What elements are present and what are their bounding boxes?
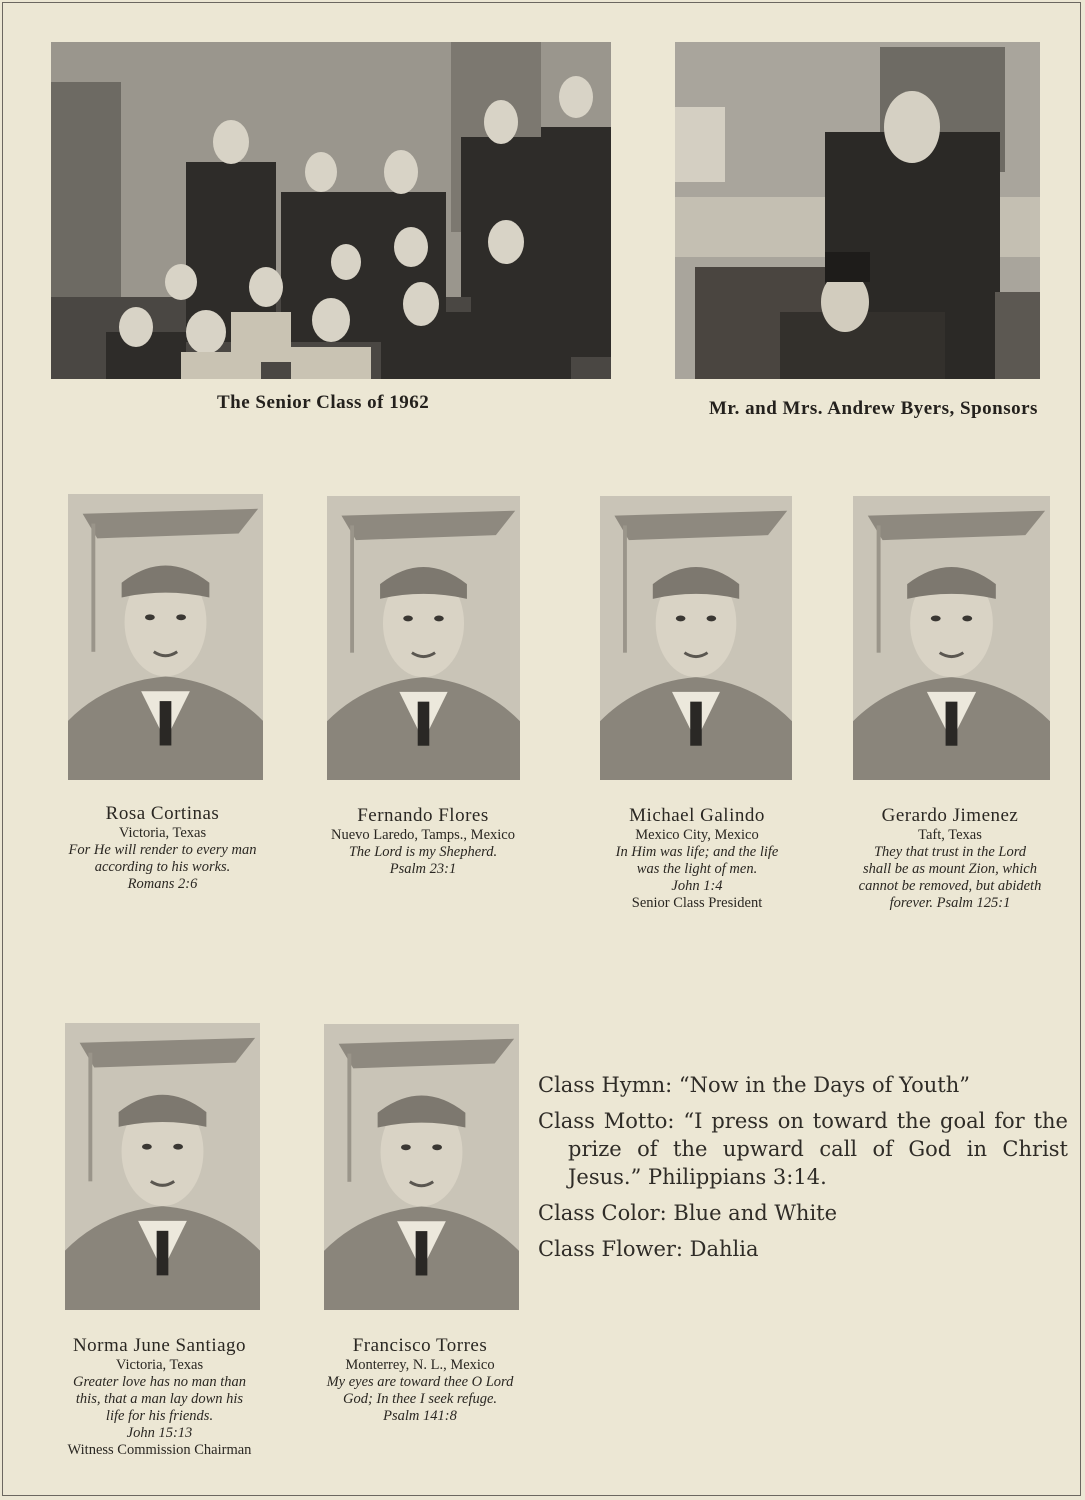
senior-class-group-photo bbox=[51, 42, 611, 379]
senior-hometown: Mexico City, Mexico bbox=[635, 827, 759, 843]
senior-verse-line: My eyes are toward thee O Lord bbox=[326, 1374, 514, 1390]
senior-verse-line: In Him was life; and the life bbox=[615, 844, 779, 860]
senior-role: Senior Class President bbox=[631, 895, 763, 911]
portrait-norma-june-santiago bbox=[65, 1023, 260, 1310]
group-photo-caption: The Senior Class of 1962 bbox=[217, 392, 430, 413]
class-hymn: Class Hymn: “Now in the Days of Youth” bbox=[538, 1073, 970, 1097]
senior-verse-line: forever. Psalm 125:1 bbox=[889, 895, 1011, 911]
senior-card-gerardo-jimenez bbox=[820, 805, 1080, 912]
senior-verse-line: They that trust in the Lord bbox=[873, 844, 1027, 860]
senior-hometown: Victoria, Texas bbox=[118, 825, 207, 841]
portrait-gerardo-jimenez bbox=[853, 496, 1050, 780]
senior-verse-line: Greater love has no man than bbox=[72, 1374, 247, 1390]
senior-name: Rosa Cortinas bbox=[105, 803, 220, 824]
senior-name: Norma June Santiago bbox=[72, 1335, 247, 1356]
senior-verse-line: shall be as mount Zion, which bbox=[862, 861, 1037, 877]
class-flower: Class Flower: Dahlia bbox=[538, 1237, 759, 1261]
senior-name: Fernando Flores bbox=[357, 805, 489, 826]
senior-verse-line: Psalm 23:1 bbox=[389, 861, 457, 877]
senior-name: Michael Galindo bbox=[629, 805, 765, 826]
senior-verse-line: this, that a man lay down his bbox=[75, 1391, 244, 1407]
senior-verse-line: cannot be removed, but abideth bbox=[858, 878, 1042, 894]
class-motto: Class Motto: “I press on toward the goal for the prize of the upward call of God in Christ Jesus.” Philippians 3:14. bbox=[538, 1109, 1068, 1189]
senior-name: Francisco Torres bbox=[352, 1335, 488, 1356]
senior-hometown: Taft, Texas bbox=[918, 827, 982, 843]
senior-verse-line: life for his friends. bbox=[105, 1408, 214, 1424]
portrait-francisco-torres bbox=[324, 1024, 519, 1310]
portrait-rosa-cortinas bbox=[68, 494, 263, 780]
senior-verse-line: God; In thee I seek refuge. bbox=[342, 1391, 498, 1407]
senior-card-michael-galindo bbox=[562, 805, 832, 912]
sponsors-photo-caption: Mr. and Mrs. Andrew Byers, Sponsors bbox=[709, 398, 1038, 419]
senior-verse-line: Romans 2:6 bbox=[127, 876, 198, 892]
senior-verse-line: The Lord is my Shepherd. bbox=[348, 844, 498, 860]
senior-verse-line: was the light of men. bbox=[636, 861, 758, 877]
senior-verse-line: according to his works. bbox=[94, 859, 231, 875]
class-color: Class Color: Blue and White bbox=[538, 1201, 838, 1225]
senior-verse-line: John 15:13 bbox=[126, 1425, 193, 1441]
portrait-fernando-flores bbox=[327, 496, 520, 780]
senior-hometown: Victoria, Texas bbox=[115, 1357, 204, 1373]
senior-verse-line: For He will render to every man bbox=[68, 842, 257, 858]
senior-hometown: Monterrey, N. L., Mexico bbox=[345, 1357, 495, 1373]
senior-verse-line: John 1:4 bbox=[671, 878, 723, 894]
senior-card-francisco-torres bbox=[285, 1335, 555, 1425]
senior-card-rosa-cortinas bbox=[30, 803, 295, 893]
senior-card-norma-june-santiago bbox=[22, 1335, 297, 1459]
class-info bbox=[538, 1071, 1068, 1271]
senior-verse-line: Psalm 141:8 bbox=[383, 1408, 457, 1424]
senior-hometown: Nuevo Laredo, Tamps., Mexico bbox=[331, 827, 515, 843]
senior-role: Witness Commission Chairman bbox=[67, 1442, 252, 1458]
portrait-michael-galindo bbox=[600, 496, 792, 780]
senior-name: Gerardo Jimenez bbox=[881, 805, 1019, 826]
senior-card-fernando-flores bbox=[288, 805, 558, 878]
sponsors-photo bbox=[675, 42, 1040, 379]
